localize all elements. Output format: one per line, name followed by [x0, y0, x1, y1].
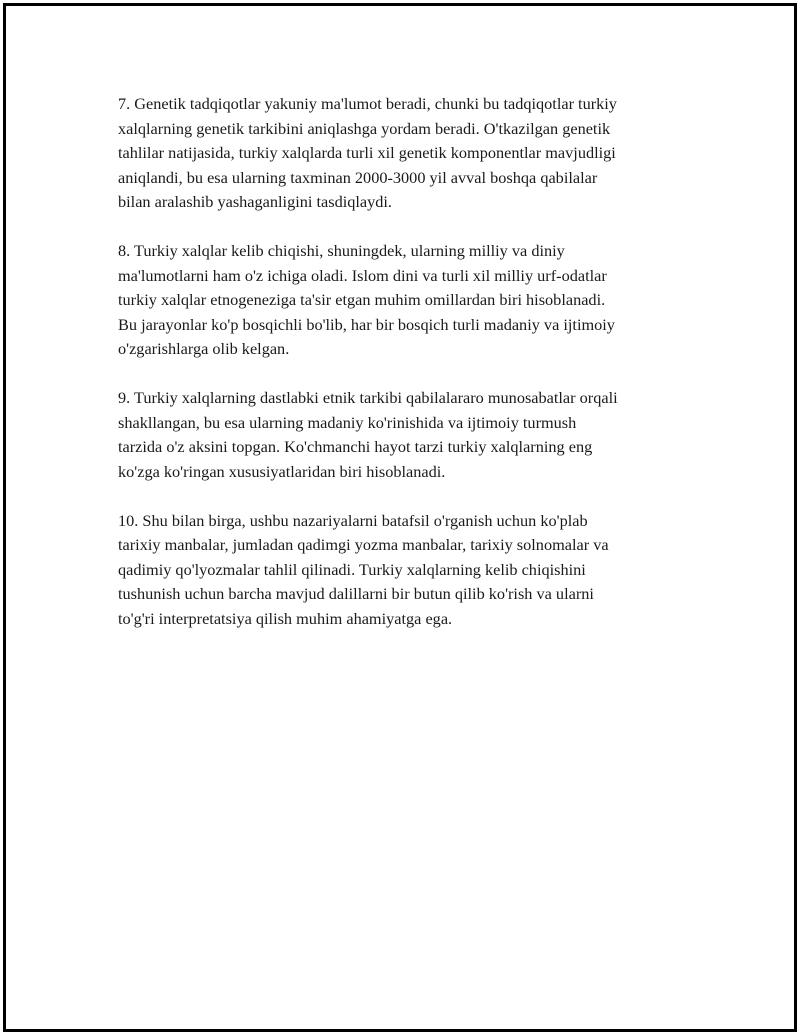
paragraph-7: 7. Genetik tadqiqotlar yakuniy ma'lumot beradi, chunki bu tadqiqotlar turkiy xalqlarning genetik tarkibini aniqlashga yordam beradi. O'tkazilgan genetik tahlilar natijasida, turkiy xalqlarda turli xil genetik komponentlar mavjudligi aniqlandi, bu esa ularning taxminan 2000-3000 yil avval boshqa qabilalar bilan aralashib yashaganligini tasdiqlaydi. [118, 94, 617, 211]
paragraph-9: 9. Turkiy xalqlarning dastlabki etnik tarkibi qabilalararo munosabatlar orqali shakllangan, bu esa ularning madaniy ko'rinishida va ijtimoiy turmush tarzida o'z aksini topgan. Ko'chmanchi hayot tarzi turkiy xalqlarning eng ko'zga ko'ringan xususiyatlaridan biri hisoblanadi. [118, 388, 618, 481]
paragraph-10: 10. Shu bilan birga, ushbu nazariyalarni batafsil o'rganish uchun ko'plab tarixiy manbalar, jumladan qadimgi yozma manbalar, tarixiy solnomalar va qadimiy qo'lyozmalar tahlil qilinadi. Turkiy xalqlarning kelib chiqishini tushunish uchun barcha mavjud dalillarni bir butun qilib ko'rish va ularni to'g'ri interpretatsiya qilish muhim ahamiyatga ega. [118, 510, 609, 628]
document-body [118, 92, 690, 656]
paragraph-8: 8. Turkiy xalqlar kelib chiqishi, shuningdek, ularning milliy va diniy ma'lumotlarni ham o'z ichiga oladi. Islom dini va turli xil milliy urf-odatlar turkiy xalqlar etnogeneziga ta'sir etgan muhim omillardan biri hisoblanadi. Bu jarayonlar ko'p bosqichli bo'lib, har bir bosqich turli madaniy va ijtimoiy o'zgarishlarga olib kelgan. [118, 241, 615, 358]
